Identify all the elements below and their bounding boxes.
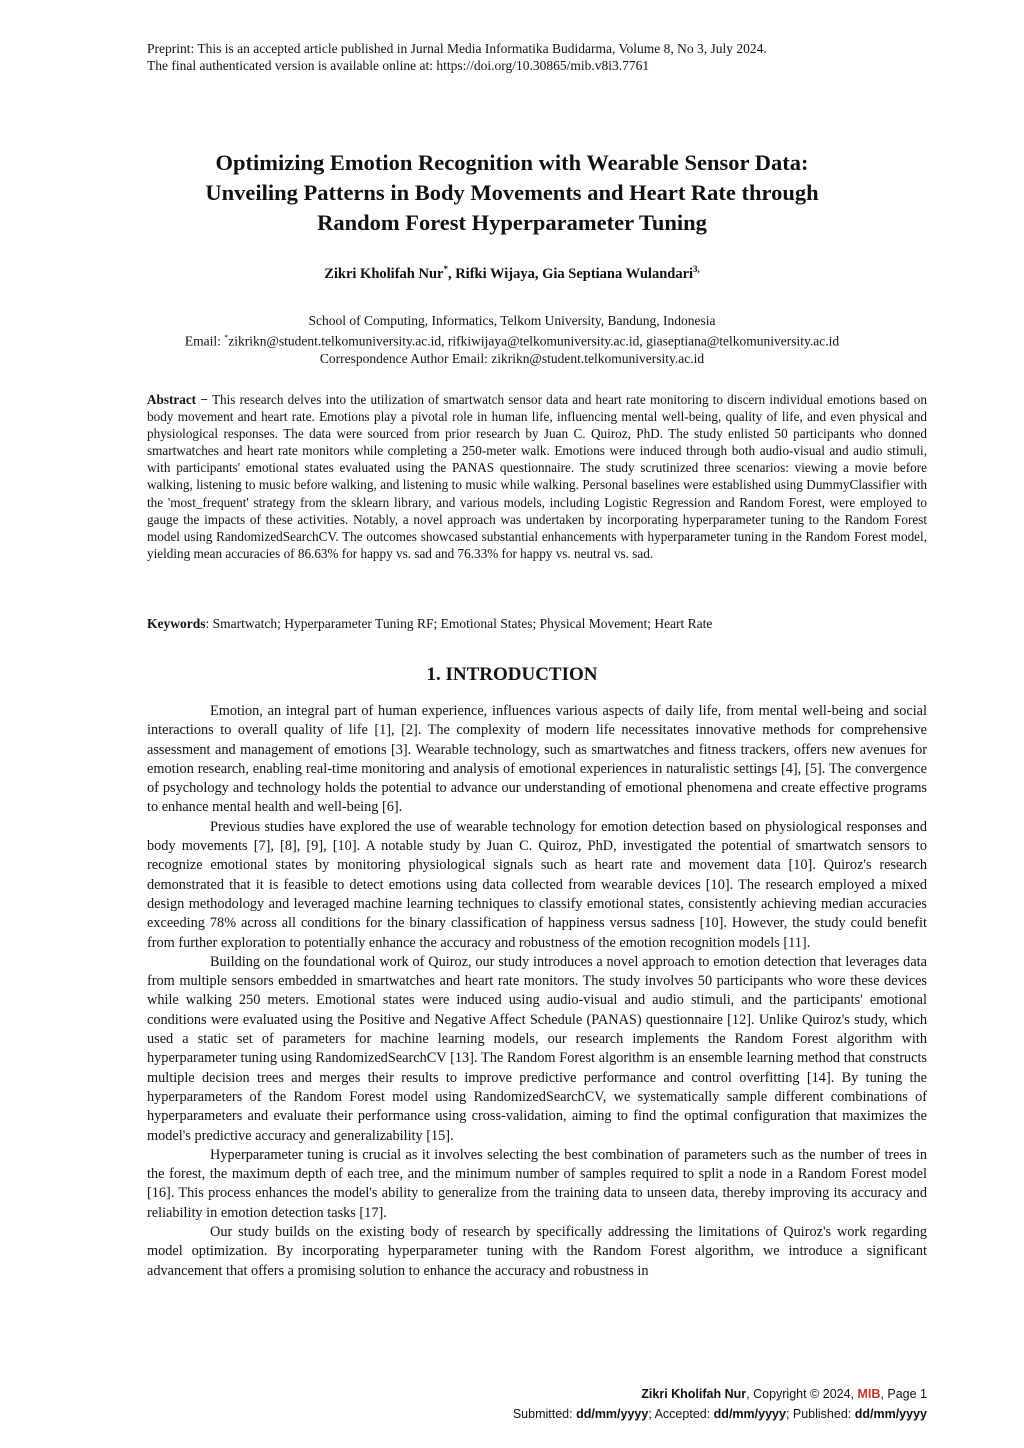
title-line-2: Unveiling Patterns in Body Movements and Heart Rate through <box>205 180 819 205</box>
paragraph-3: Building on the foundational work of Quiroz, our study introduces a novel approach to emotion detection that leverages data from multiple sensors embedded in smartwatches and heart rate monitors. The study involves 50 participants who wore these devices while walking 250 meters. Emotional states were induced using audio-visual and audio stimuli, and the participants' emotional conditions were evaluated using the Positive and Negative Affect Schedule (PANAS) questionnaire [12]. Unlike Quiroz's study, which used a static set of parameters for machine learning models, our research implements the Random Forest algorithm with hyperparameter tuning using RandomizedSearchCV [13]. The Random Forest algorithm is an ensemble learning method that constructs multiple decision trees and merges their results to improve predictive performance and control overfitting [14]. By tuning the hyperparameters of the Random Forest model using RandomizedSearchCV, we systematically sample different combinations of hyperparameters and evaluate their performance using cross-validation, aiming to find the optimal configuration that maximizes the model's predictive accuracy and generalizability [15]. <box>147 953 927 1144</box>
email-prefix: Email: <box>184 333 225 349</box>
keywords <box>147 616 927 632</box>
author-1-mark: * <box>443 264 448 274</box>
email-list: zikrikn@student.telkomuniversity.ac.id, rifkiwijaya@telkomuniversity.ac.id, giaseptiana@telkomuniversity.ac.id <box>228 333 840 349</box>
footer-page: , Page 1 <box>880 1387 927 1401</box>
footer-author: Zikri Kholifah Nur <box>641 1387 747 1401</box>
title-line-3: Random Forest Hyperparameter Tuning <box>317 210 707 235</box>
accepted-date: dd/mm/yyyy <box>713 1407 786 1421</box>
accepted-label: ; Accepted: <box>648 1407 714 1421</box>
page-footer <box>513 1384 927 1424</box>
footer-copyright-line <box>513 1384 927 1404</box>
affiliation-emails <box>100 329 924 350</box>
affiliation-school: School of Computing, Informatics, Telkom University, Bandung, Indonesia <box>308 313 716 328</box>
abstract-label: Abstract <box>147 392 197 407</box>
submitted-label: Submitted: <box>512 1407 577 1421</box>
abstract <box>147 391 927 562</box>
author-list <box>100 264 924 283</box>
introduction-body <box>147 702 927 1281</box>
preprint-line-1: Preprint: This is an accepted article published in Jurnal Media Informatika Budidarma, Volume 8, No 3, July 2024. <box>147 41 767 56</box>
paper-title <box>100 148 924 238</box>
correspondence-email: Correspondence Author Email: zikrikn@student.telkomuniversity.ac.id <box>319 350 705 366</box>
paragraph-4: Hyperparameter tuning is crucial as it involves selecting the best combination of parameters such as the number of trees in the forest, the maximum depth of each tree, and the minimum number of samples required to split a node in a Random Forest model [16]. This process enhances the model's ability to generalize from the training data to unseen data, thereby improving its accuracy and reliability in emotion detection tasks [17]. <box>147 1146 927 1221</box>
author-1: Zikri Kholifah Nur <box>324 265 444 282</box>
preprint-line-2: The final authenticated version is available online at: https://doi.org/10.30865/mib.v8i3.7761 <box>147 58 650 73</box>
paragraph-5: Our study builds on the existing body of research by specifically addressing the limitations of Quiroz's work regarding model optimization. By incorporating hyperparameter tuning with the Random Forest algorithm, we introduce a significant advancement that offers a promising solution to enhance the accuracy and robustness in <box>147 1224 927 1279</box>
footer-journal: MIB <box>857 1387 881 1401</box>
author-3-mark: 3, <box>693 264 700 274</box>
footer-dates-line <box>513 1404 927 1424</box>
email-mark: * <box>224 333 229 342</box>
author-others: , Rifki Wijaya, Gia Septiana Wulandari <box>447 265 694 282</box>
submitted-date: dd/mm/yyyy <box>576 1407 649 1421</box>
published-date: dd/mm/yyyy <box>854 1407 927 1421</box>
paragraph-1: Emotion, an integral part of human experience, influences various aspects of daily life, from mental well-being and social interactions to overall quality of life [1], [2]. The complexity of modern life necessitates innovative methods for comprehensive assessment and management of emotions [3]. Wearable technology, such as smartwatches and fitness trackers, offers new avenues for emotion research, enabling real-time monitoring and analysis of emotional experiences in naturalistic settings [4], [5]. The convergence of psychology and technology holds the potential to advance our understanding of emotional phenomena and create effective programs to enhance mental health and well-being [6]. <box>147 703 927 816</box>
published-label: ; Published: <box>785 1407 855 1421</box>
paragraph-2: Previous studies have explored the use of wearable technology for emotion detection based on physiological responses and body movements [7], [8], [9], [10]. A notable study by Juan C. Quiroz, PhD, investigated the potential of smartwatch sensors to recognize emotional states by monitoring physiological signals such as heart rate and movement data [10]. Quiroz's research demonstrated that it is feasible to detect emotions using data collected from wearable devices [10]. The research employed a mixed design methodology and leveraged machine learning techniques to classify emotional states, consistently achieving median accuracies exceeding 78% across all conditions for the binary classification of happiness versus sadness [10]. However, the study could benefit from further exploration to potentially enhance the accuracy and robustness of the emotion recognition models [11]. <box>147 818 927 951</box>
affiliation-block <box>100 312 924 367</box>
title-line-1: Optimizing Emotion Recognition with Wearable Sensor Data: <box>215 150 809 175</box>
abstract-dash: − <box>196 392 212 407</box>
keywords-label: Keywords <box>147 616 206 631</box>
abstract-text: This research delves into the utilization of smartwatch sensor data and heart rate monitoring to discern individual emotions based on body movement and heart rate. Emotions play a pivotal role in human life, influencing mental well-being, quality of life, and even physical and physiological responses. The data were sourced from prior research by Juan C. Quiroz, PhD. The study enlisted 50 participants who donned smartwatches and heart rate monitors while completing a 250-meter walk. Emotions were induced through both audio-visual and audio stimuli, with participants' emotional states evaluated using the PANAS questionnaire. The study scrutinized three scenarios: viewing a movie before walking, listening to music before walking, and listening to music while walking. Personal baselines were established using DummyClassifier with the 'most_frequent' strategy from the sklearn library, and various models, including Logistic Regression and Random Forest, were employed to gauge the impacts of these activities. Notably, a novel approach was undertaken by incorporating hyperparameter tuning to the Random Forest model using RandomizedSearchCV. The outcomes showcased substantial enhancements with hyperparameter tuning in the Random Forest model, yielding mean accuracies of 86.63% for happy vs. sad and 76.33% for happy vs. neutral vs. sad. <box>147 392 927 561</box>
section-heading: 1. INTRODUCTION <box>426 664 598 685</box>
keywords-text: : Smartwatch; Hyperparameter Tuning RF; Emotional States; Physical Movement; Heart Rate <box>205 616 713 631</box>
preprint-notice <box>147 40 907 74</box>
footer-copyright: , Copyright © 2024, <box>746 1387 858 1401</box>
